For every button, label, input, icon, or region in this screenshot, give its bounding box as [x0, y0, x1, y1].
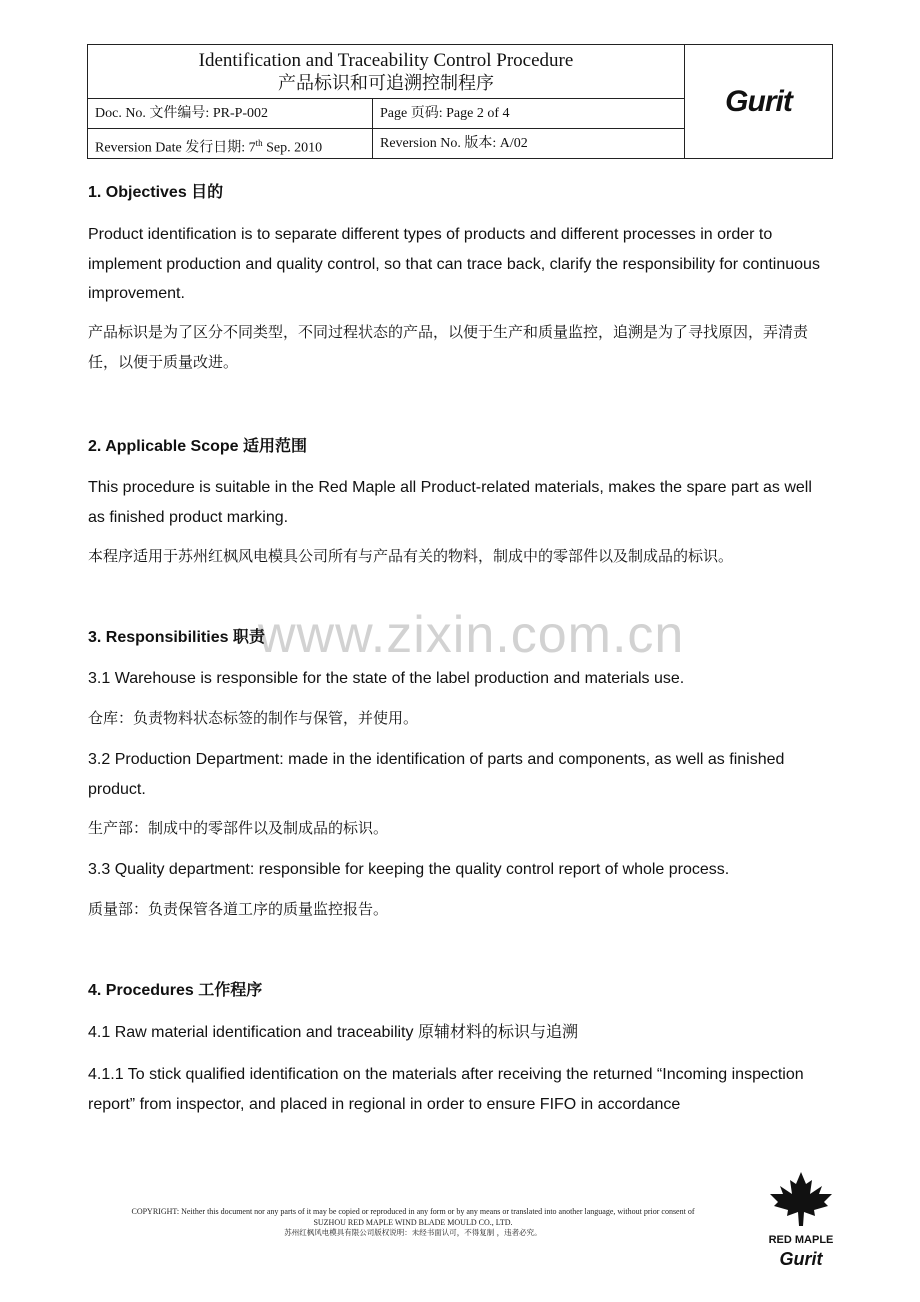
- section-1-paragraph-en: Product identification is to separate different types of products and different processes in order to implement production and quality control, so that can trace back, clarify the responsibility for continuous improvement.: [88, 226, 820, 302]
- revision-number: Reversion No. 版本: A/02: [373, 129, 685, 158]
- title-chinese: 产品标识和可追溯控制程序: [278, 73, 494, 94]
- section-3-2-en: 3.2 Production Department: made in the identification of parts and components, as well as finished product.: [88, 751, 785, 798]
- revision-date: [88, 129, 373, 158]
- section-4-1-1: 4.1.1 To stick qualified identification on the materials after receiving the returned “Incoming inspection report” from inspector, and placed in regional in order to ensure FIFO in accordance: [88, 1066, 804, 1113]
- section-3-3-zh: 质量部：负责保管各道工序的质量监控报告。: [88, 900, 389, 918]
- section-3-3-en: 3.3 Quality department: responsible for keeping the quality control report of whole process.: [88, 861, 730, 878]
- document-title: [88, 45, 685, 99]
- copyright-line-1: COPYRIGHT: Neither this document nor any parts of it may be copied or reproduced in any form or by any means or translated into another language, without prior consent of: [131, 1207, 695, 1216]
- section-2-heading: 2. Applicable Scope 适用范围: [88, 438, 308, 455]
- red-maple-logo: [766, 1170, 836, 1280]
- section-1-heading: 1. Objectives 目的: [88, 184, 224, 201]
- section-4-heading: 4. Procedures 工作程序: [88, 982, 263, 999]
- copyright-footer: [86, 1207, 740, 1239]
- copyright-line-2: SUZHOU RED MAPLE WIND BLADE MOULD CO., LTD.: [313, 1217, 513, 1227]
- section-3-heading: 3. Responsibilities 职责: [88, 629, 265, 646]
- section-2-paragraph-zh: 本程序适用于苏州红枫风电模具公司所有与产品有关的物料，制成中的零部件以及制成品的标识。: [88, 547, 734, 565]
- section-2-paragraph-en: This procedure is suitable in the Red Maple all Product-related materials, makes the spare part as well as finished product marking.: [88, 479, 812, 526]
- gurit-small-logo: Gurit: [779, 1249, 823, 1269]
- section-1-paragraph-zh: 产品标识是为了区分不同类型，不同过程状态的产品，以便于生产和质量监控，追溯是为了寻找原因，弄清责任，以便于质量改进。: [88, 323, 809, 371]
- section-4-1: 4.1 Raw material identification and traceability 原辅材料的标识与追溯: [88, 1024, 578, 1041]
- revision-date-suffix: th: [255, 138, 263, 148]
- revision-date-month-year: Sep. 2010: [262, 140, 323, 156]
- section-3-1-zh: 仓库：负责物料状态标签的制作与保管，并使用。: [88, 709, 419, 727]
- red-maple-text: RED MAPLE: [768, 1234, 834, 1246]
- title-english: Identification and Traceability Control Procedure: [198, 50, 574, 71]
- doc-number: Doc. No. 文件编号: PR-P-002: [88, 99, 373, 129]
- revision-date-text: Reversion Date 发行日期: 7: [95, 140, 256, 156]
- watermark: www.zixin.com.cn: [258, 606, 685, 664]
- maple-leaf-icon: [766, 1170, 836, 1228]
- section-3-1-en: 3.1 Warehouse is responsible for the state of the label production and materials use.: [88, 670, 685, 687]
- document-header-table: [87, 44, 833, 159]
- page-number: Page 页码: Page 2 of 4: [373, 99, 685, 129]
- copyright-line-3: 苏州红枫风电模具有限公司版权说明：未经书面认可，不得复制 ，违者必究。: [284, 1228, 542, 1237]
- gurit-logo: Gurit: [725, 84, 792, 118]
- section-3-2-zh: 生产部：制成中的零部件以及制成品的标识。: [88, 819, 389, 837]
